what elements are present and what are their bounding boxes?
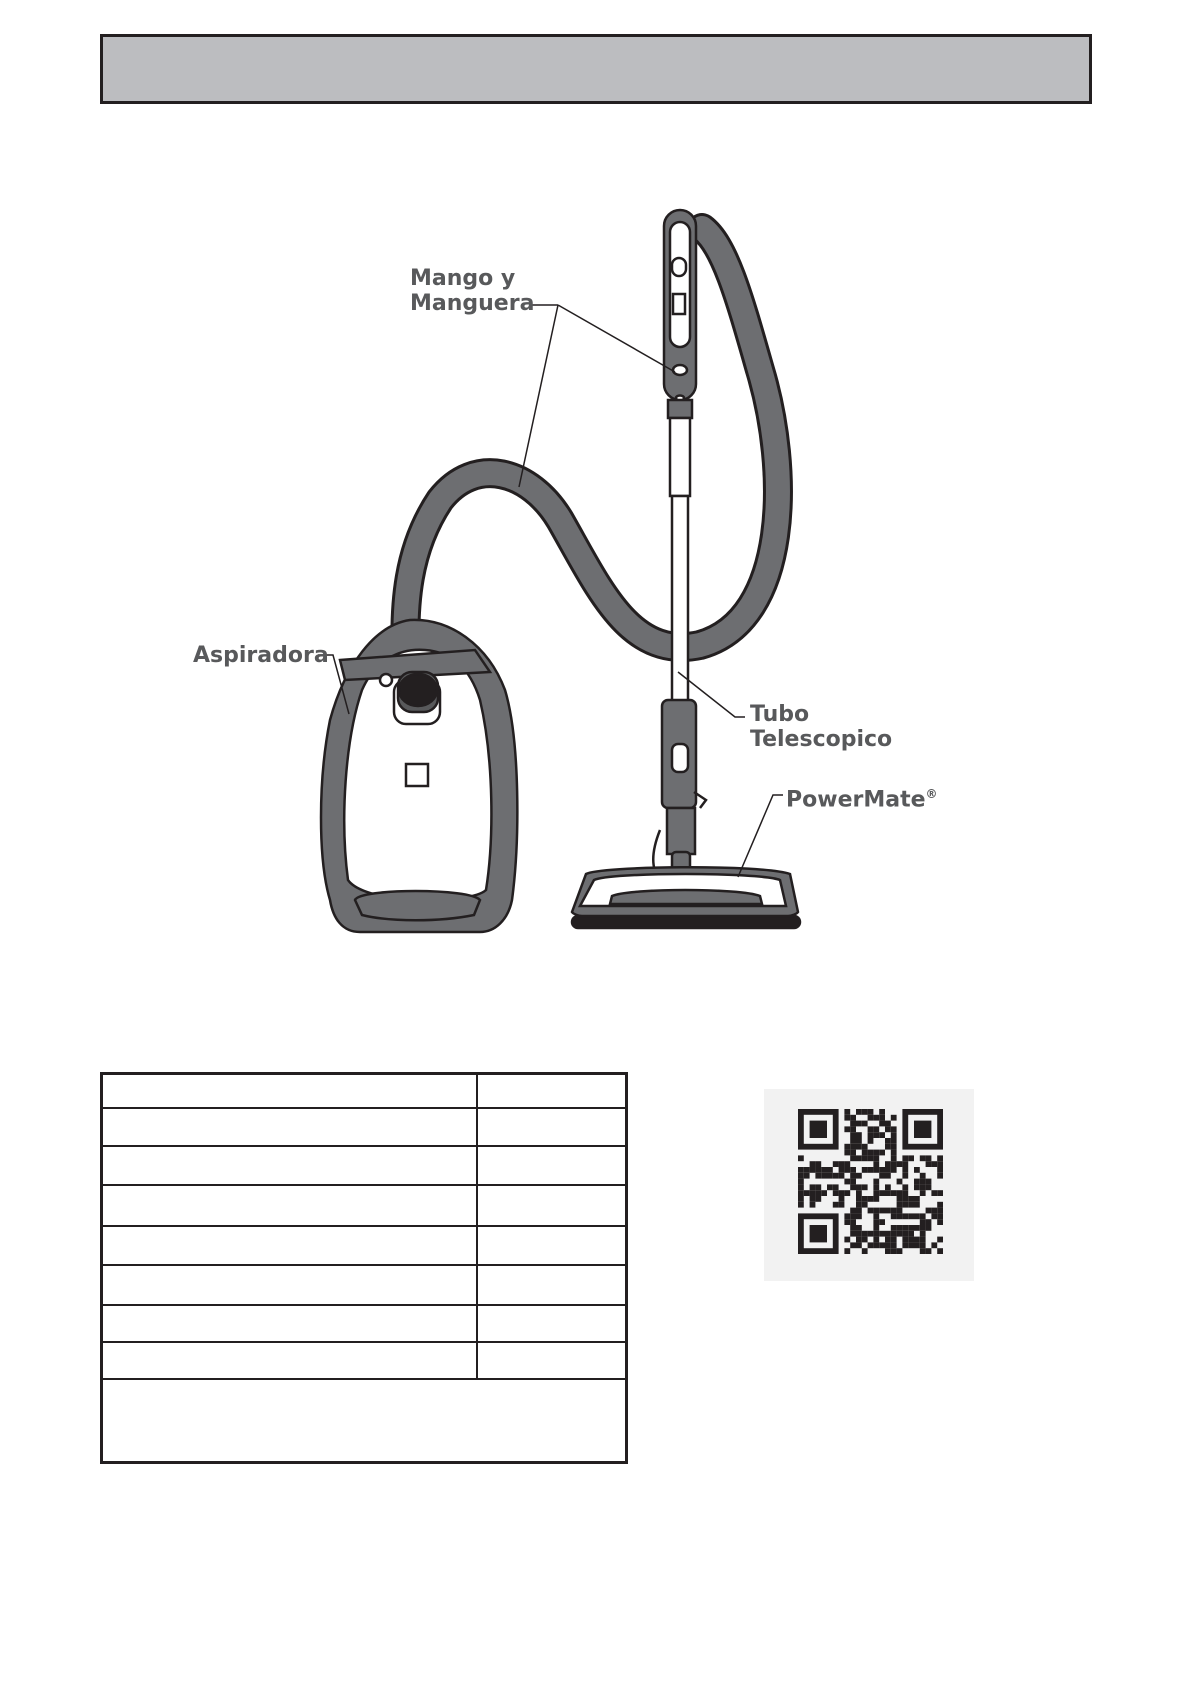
qr-module	[891, 1132, 897, 1138]
qr-module	[920, 1225, 926, 1231]
qr-module	[885, 1144, 891, 1150]
qr-module	[914, 1202, 920, 1208]
qr-module	[920, 1173, 926, 1179]
qr-module	[891, 1225, 897, 1231]
qr-module	[868, 1167, 874, 1173]
qr-module	[850, 1115, 856, 1121]
qr-module	[839, 1190, 845, 1196]
qr-module	[844, 1213, 850, 1219]
qr-module	[810, 1161, 816, 1167]
qr-finder	[810, 1225, 827, 1242]
qr-module	[885, 1161, 891, 1167]
qr-module	[897, 1196, 903, 1202]
qr-module	[862, 1109, 868, 1115]
qr-module	[862, 1248, 868, 1254]
qr-module	[862, 1196, 868, 1202]
qr-module	[902, 1184, 908, 1190]
qr-module	[879, 1242, 885, 1248]
qr-module	[844, 1219, 850, 1225]
qr-module	[833, 1190, 839, 1196]
qr-module	[850, 1184, 856, 1190]
qr-module	[908, 1225, 914, 1231]
qr-module	[821, 1167, 827, 1173]
qr-module	[868, 1115, 874, 1121]
qr-module	[850, 1144, 856, 1150]
qr-module	[844, 1115, 850, 1121]
qr-module	[798, 1196, 804, 1202]
qr-module	[844, 1109, 850, 1115]
qr-module	[914, 1225, 920, 1231]
qr-module	[839, 1173, 845, 1179]
qr-module	[879, 1167, 885, 1173]
spec-table	[100, 1072, 628, 1464]
qr-module	[862, 1150, 868, 1156]
qr-module	[815, 1184, 821, 1190]
qr-module	[891, 1126, 897, 1132]
qr-module	[873, 1126, 879, 1132]
qr-module	[862, 1202, 868, 1208]
qr-module	[885, 1242, 891, 1248]
qr-module	[897, 1190, 903, 1196]
qr-module	[868, 1196, 874, 1202]
spec-row	[103, 1266, 625, 1306]
qr-module	[891, 1144, 897, 1150]
qr-module	[897, 1202, 903, 1208]
qr-module	[850, 1208, 856, 1214]
qr-code-icon	[764, 1089, 974, 1281]
qr-module	[856, 1155, 862, 1161]
qr-module	[931, 1213, 937, 1219]
qr-module	[862, 1144, 868, 1150]
qr-module	[850, 1213, 856, 1219]
qr-module	[850, 1121, 856, 1127]
qr-module	[937, 1190, 943, 1196]
qr-module	[897, 1248, 903, 1254]
qr-module	[844, 1190, 850, 1196]
qr-module	[856, 1109, 862, 1115]
qr-module	[873, 1196, 879, 1202]
qr-module	[897, 1231, 903, 1237]
qr-module	[937, 1167, 943, 1173]
qr-module	[862, 1231, 868, 1237]
spec-row-header	[103, 1075, 625, 1109]
qr-module	[885, 1208, 891, 1214]
qr-module	[850, 1173, 856, 1179]
qr-module	[920, 1213, 926, 1219]
qr-module	[914, 1237, 920, 1243]
qr-module	[856, 1132, 862, 1138]
qr-module	[902, 1161, 908, 1167]
qr-module	[850, 1242, 856, 1248]
qr-module	[885, 1248, 891, 1254]
qr-module	[873, 1190, 879, 1196]
qr-module	[891, 1248, 897, 1254]
qr-module	[873, 1167, 879, 1173]
qr-module	[873, 1155, 879, 1161]
qr-module	[902, 1196, 908, 1202]
qr-module	[920, 1155, 926, 1161]
qr-module	[856, 1213, 862, 1219]
qr-module	[815, 1173, 821, 1179]
qr-module	[891, 1213, 897, 1219]
qr-module	[844, 1150, 850, 1156]
qr-module	[885, 1167, 891, 1173]
qr-module	[850, 1225, 856, 1231]
spec-row	[103, 1186, 625, 1227]
qr-module	[850, 1231, 856, 1237]
qr-module	[868, 1138, 874, 1144]
qr-module	[926, 1184, 932, 1190]
qr-module	[873, 1219, 879, 1225]
qr-module	[873, 1242, 879, 1248]
qr-module	[868, 1231, 874, 1237]
qr-module	[862, 1237, 868, 1243]
qr-module	[937, 1155, 943, 1161]
qr-module	[885, 1138, 891, 1144]
qr-module	[839, 1161, 845, 1167]
spec-row	[103, 1227, 625, 1266]
qr-module	[810, 1167, 816, 1173]
qr-module	[833, 1173, 839, 1179]
qr-module	[844, 1167, 850, 1173]
qr-module	[856, 1184, 862, 1190]
qr-module	[914, 1242, 920, 1248]
qr-module	[868, 1150, 874, 1156]
qr-module	[862, 1167, 868, 1173]
qr-module	[821, 1173, 827, 1179]
wand	[653, 210, 706, 880]
callout-aspiradora: Aspiradora	[193, 643, 329, 668]
qr-module	[920, 1184, 926, 1190]
powermate-nozzle	[572, 867, 800, 928]
qr-module	[891, 1115, 897, 1121]
qr-module	[937, 1213, 943, 1219]
qr-module	[902, 1213, 908, 1219]
qr-module	[856, 1196, 862, 1202]
qr-module	[920, 1190, 926, 1196]
qr-module	[937, 1219, 943, 1225]
qr-module	[856, 1202, 862, 1208]
qr-module	[798, 1202, 804, 1208]
qr-module	[804, 1173, 810, 1179]
qr-module	[908, 1237, 914, 1243]
qr-module	[844, 1237, 850, 1243]
qr-module	[908, 1231, 914, 1237]
qr-module	[902, 1202, 908, 1208]
qr-module	[920, 1248, 926, 1254]
qr-module	[885, 1173, 891, 1179]
spec-row	[103, 1343, 625, 1380]
qr-module	[885, 1237, 891, 1243]
registered-mark: ®	[925, 787, 938, 801]
qr-module	[908, 1155, 914, 1161]
qr-module	[856, 1231, 862, 1237]
spec-row	[103, 1109, 625, 1147]
qr-module	[815, 1190, 821, 1196]
qr-module	[891, 1231, 897, 1237]
qr-module	[926, 1225, 932, 1231]
qr-module	[931, 1190, 937, 1196]
qr-module	[885, 1121, 891, 1127]
qr-module	[844, 1179, 850, 1185]
qr-module	[833, 1202, 839, 1208]
qr-module	[844, 1161, 850, 1167]
qr-module	[879, 1219, 885, 1225]
qr-module	[879, 1190, 885, 1196]
qr-module	[815, 1196, 821, 1202]
qr-module	[810, 1196, 816, 1202]
qr-module	[931, 1161, 937, 1167]
qr-module	[879, 1115, 885, 1121]
qr-finder	[914, 1121, 931, 1138]
qr-module	[926, 1161, 932, 1167]
qr-module	[827, 1173, 833, 1179]
qr-module	[850, 1150, 856, 1156]
qr-module	[885, 1126, 891, 1132]
qr-module	[914, 1196, 920, 1202]
qr-module	[885, 1231, 891, 1237]
qr-module	[879, 1208, 885, 1214]
qr-module	[856, 1190, 862, 1196]
qr-module	[891, 1242, 897, 1248]
qr-module	[879, 1132, 885, 1138]
qr-module	[850, 1155, 856, 1161]
qr-module	[937, 1161, 943, 1167]
spec-row	[103, 1306, 625, 1343]
qr-finder	[810, 1121, 827, 1138]
qr-module	[914, 1213, 920, 1219]
qr-module	[833, 1184, 839, 1190]
qr-module	[926, 1208, 932, 1214]
qr-module	[908, 1242, 914, 1248]
qr-module	[891, 1237, 897, 1243]
qr-module	[821, 1190, 827, 1196]
qr-module	[926, 1248, 932, 1254]
qr-module	[937, 1248, 943, 1254]
qr-module	[850, 1167, 856, 1173]
qr-module	[902, 1190, 908, 1196]
qr-module	[850, 1138, 856, 1144]
qr-module	[926, 1179, 932, 1185]
qr-module	[926, 1219, 932, 1225]
qr-module	[868, 1155, 874, 1161]
qr-module	[879, 1173, 885, 1179]
qr-module	[897, 1208, 903, 1214]
qr-module	[920, 1219, 926, 1225]
qr-module	[902, 1242, 908, 1248]
qr-module	[902, 1155, 908, 1161]
qr-module	[856, 1208, 862, 1214]
qr-module	[879, 1109, 885, 1115]
qr-module	[891, 1155, 897, 1161]
qr-module	[885, 1184, 891, 1190]
qr-module	[914, 1167, 920, 1173]
qr-module	[891, 1138, 897, 1144]
qr-module	[897, 1225, 903, 1231]
qr-module	[873, 1237, 879, 1243]
qr-module	[873, 1184, 879, 1190]
qr-module	[937, 1173, 943, 1179]
qr-module	[804, 1167, 810, 1173]
qr-module	[902, 1173, 908, 1179]
qr-module	[891, 1190, 897, 1196]
qr-module	[891, 1161, 897, 1167]
qr-module	[873, 1161, 879, 1167]
callout-mango-manguera: Mango y Manguera	[410, 266, 535, 316]
qr-module	[798, 1173, 804, 1179]
qr-module	[810, 1202, 816, 1208]
qr-module	[891, 1150, 897, 1156]
qr-module	[798, 1190, 804, 1196]
callout-powermate: PowerMate®	[786, 787, 938, 813]
qr-module	[856, 1138, 862, 1144]
qr-module	[862, 1184, 868, 1190]
qr-module	[902, 1167, 908, 1173]
qr-module	[844, 1248, 850, 1254]
qr-module	[868, 1126, 874, 1132]
qr-module	[862, 1121, 868, 1127]
qr-module	[868, 1208, 874, 1214]
qr-module	[914, 1184, 920, 1190]
qr-module	[839, 1196, 845, 1202]
qr-module	[879, 1231, 885, 1237]
qr-module	[931, 1208, 937, 1214]
qr-module	[937, 1202, 943, 1208]
qr-module	[891, 1167, 897, 1173]
qr-module	[856, 1144, 862, 1150]
qr-module	[902, 1231, 908, 1237]
qr-module	[856, 1121, 862, 1127]
qr-module	[815, 1161, 821, 1167]
qr-module	[804, 1190, 810, 1196]
qr-module	[873, 1208, 879, 1214]
qr-module	[879, 1121, 885, 1127]
qr-module	[891, 1208, 897, 1214]
qr-module	[839, 1202, 845, 1208]
qr-module	[897, 1161, 903, 1167]
qr-module	[856, 1242, 862, 1248]
qr-module	[856, 1173, 862, 1179]
qr-module	[798, 1155, 804, 1161]
qr-module	[873, 1150, 879, 1156]
qr-module	[920, 1237, 926, 1243]
qr-module	[937, 1208, 943, 1214]
qr-module	[839, 1167, 845, 1173]
qr-module	[873, 1115, 879, 1121]
qr-module	[815, 1167, 821, 1173]
qr-module	[920, 1179, 926, 1185]
qr-module	[937, 1237, 943, 1243]
qr-module	[879, 1150, 885, 1156]
qr-module	[873, 1132, 879, 1138]
qr-module	[902, 1237, 908, 1243]
qr-module	[850, 1179, 856, 1185]
qr-module	[833, 1161, 839, 1167]
qr-module	[873, 1231, 879, 1237]
qr-module	[798, 1179, 804, 1185]
qr-module	[931, 1242, 937, 1248]
qr-module	[908, 1196, 914, 1202]
qr-module	[827, 1184, 833, 1190]
qr-module	[856, 1225, 862, 1231]
qr-module	[827, 1167, 833, 1173]
qr-module	[897, 1179, 903, 1185]
qr-module	[926, 1155, 932, 1161]
qr-module	[798, 1167, 804, 1173]
qr-module	[810, 1184, 816, 1190]
qr-module	[856, 1237, 862, 1243]
qr-module	[868, 1109, 874, 1115]
qr-module	[873, 1213, 879, 1219]
qr-module	[810, 1190, 816, 1196]
qr-module	[862, 1155, 868, 1161]
qr-module	[798, 1184, 804, 1190]
qr-module	[844, 1126, 850, 1132]
qr-module	[850, 1132, 856, 1138]
qr-module	[920, 1231, 926, 1237]
qr-module	[873, 1179, 879, 1185]
qr-module	[908, 1202, 914, 1208]
qr-module	[902, 1225, 908, 1231]
qr-module	[914, 1179, 920, 1185]
qr-module	[908, 1213, 914, 1219]
canister-body	[321, 620, 517, 932]
qr-module	[885, 1190, 891, 1196]
qr-module	[873, 1225, 879, 1231]
callout-tubo-telescopico: Tubo Telescopico	[750, 702, 893, 752]
qr-module	[897, 1213, 903, 1219]
spec-row	[103, 1147, 625, 1186]
qr-module	[868, 1132, 874, 1138]
qr-module	[850, 1219, 856, 1225]
qr-module	[868, 1242, 874, 1248]
qr-module	[850, 1126, 856, 1132]
qr-module	[844, 1144, 850, 1150]
qr-module	[920, 1242, 926, 1248]
